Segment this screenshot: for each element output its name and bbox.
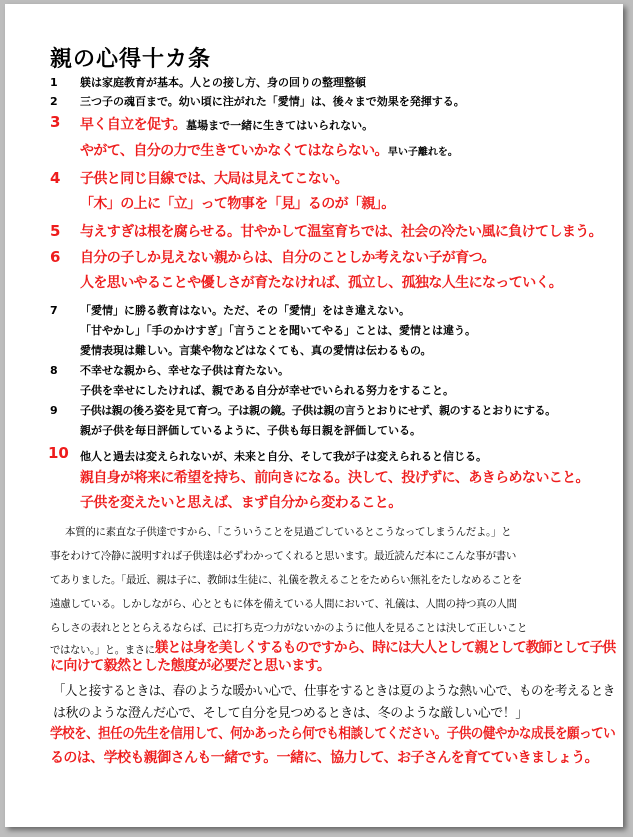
item-number: 5 (50, 222, 61, 240)
item-number: 4 (50, 169, 61, 187)
item-10-line-2: 親自身が将来に希望を持ち、前向きになる。決して、投げずに、あきらめないこと。 (80, 470, 589, 486)
essay-text: ではない。」と。まさに (50, 644, 155, 656)
item-7-line-2: 「甘やかし」「手のかけすぎ」「言うことを聞いてやる」ことは、愛情とは違う。 (80, 324, 476, 337)
page-title: 親の心得十カ条 (50, 47, 212, 72)
item-number: 9 (50, 404, 58, 417)
item-2-text: 三つ子の魂百まで。幼い頃に注がれた「愛情」は、後々まで効果を発揮する。 (80, 95, 465, 108)
item-3-line-1 (80, 114, 373, 134)
essay-line-mixed (50, 638, 615, 657)
item-6-line-1: 自分の子しか見えない親からは、自分のことしか考えない子が育つ。 (80, 250, 495, 266)
item-3-emphasis: 早く自立を促す。 (80, 117, 187, 133)
item-9-line-2: 親が子供を毎日評価しているように、子供も毎日親を評価している。 (80, 424, 421, 437)
item-3-note: 墓場まで一緒に生きてはいられない。 (186, 119, 374, 132)
item-4-line-2: 「木」の上に「立」って物事を「見」るのが「親」。 (80, 196, 395, 212)
item-5-line-1: 与えすぎは根を腐らせる。甘やかして温室育ちでは、社会の冷たい風に負けてしまう。 (80, 224, 603, 240)
item-7-line-1: 「愛情」に勝る教育はない。ただ、その「愛情」をはき違えない。 (80, 304, 410, 317)
item-9-line-1: 子供は親の後ろ姿を見て育つ。子は親の鏡。子供は親の言うとおりにせず、親のするとおりにする。 (80, 404, 556, 417)
item-number: 3 (50, 113, 61, 131)
essay-line: 事をわけて冷静に説明すれば子供達は必ずわかってくれると思います。最近読んだ本にこんな事が書い (50, 550, 517, 562)
item-1-text: 躾は家庭教育が基本。人との接し方、身の回りの整理整頓 (80, 76, 366, 89)
item-number: 7 (50, 304, 58, 317)
essay-emphasis: 躾とは身を美しくするものですから、時には大人として親として教師として子供 (154, 640, 616, 656)
item-4-line-1: 子供と同じ目線では、大局は見えてこない。 (80, 171, 348, 187)
essay-line: てありました。「最近、親は子に、教師は生徒に、礼儀を教えることをためらい無礼をたしなめることを (50, 574, 522, 586)
essay-emphasis-line: に向けて毅然とした態度が必要だと思います。 (50, 658, 331, 674)
essay-line: 遠慮している。しかしながら、心とともに体を備えている人間において、礼儀は、人間の持つ真の人間 (50, 598, 517, 610)
item-number: 10 (48, 444, 69, 462)
item-10-line-3: 子供を変えたいと思えば、まず自分から変わること。 (80, 495, 402, 511)
quote-line: 「人と接するときは、春のような暖かい心で、仕事をするときは夏のような熱い心で、ものを考えるとき (53, 684, 615, 699)
item-8-line-1: 不幸せな親から、幸せな子供は育たない。 (80, 364, 289, 377)
closing-line: 学校を、担任の先生を信用して、何かあったら何でも相談してください。子供の健やかな成長を願ってい (50, 726, 616, 742)
item-6-line-2: 人を思いやることや優しさが育たなければ、孤立し、孤独な人生になっていく。 (80, 275, 563, 291)
essay-line: らしさの表れとととらえるならば、己に打ち克つ力がないかのように他人を見ることは決して正しいこと (50, 622, 528, 634)
closing-line: るのは、学校も親御さんも一緒です。一緒に、協力して、お子さんを育てていきましょう。 (50, 750, 598, 766)
quote-line: は秋のような澄んだ心で、そして自分を見つめるときは、冬のような厳しい心で！」 (53, 706, 528, 721)
item-number: 8 (50, 364, 58, 377)
item-3-emphasis-2: やがて、自分の力で生きていかなくてはならない。 (80, 143, 388, 159)
document-page (5, 4, 623, 827)
item-number: 1 (50, 76, 58, 89)
item-10-line-1: 他人と過去は変えられないが、未来と自分、そして我が子は変えられると信じる。 (80, 450, 487, 463)
item-3-line-2 (80, 140, 458, 160)
essay-line: 本質的に素直な子供達ですから、「こういうことを見過ごしているとこうなってしまうんだよ。」と (65, 526, 512, 538)
item-8-line-2: 子供を幸せにしたければ、親である自分が幸せでいられる努力をすること。 (80, 384, 454, 397)
item-number: 6 (50, 248, 61, 266)
item-3-note-2: 早い子離れを。 (387, 147, 458, 158)
item-number: 2 (50, 95, 58, 108)
item-7-line-3: 愛情表現は難しい。言葉や物などはなくても、真の愛情は伝わるもの。 (80, 344, 432, 357)
